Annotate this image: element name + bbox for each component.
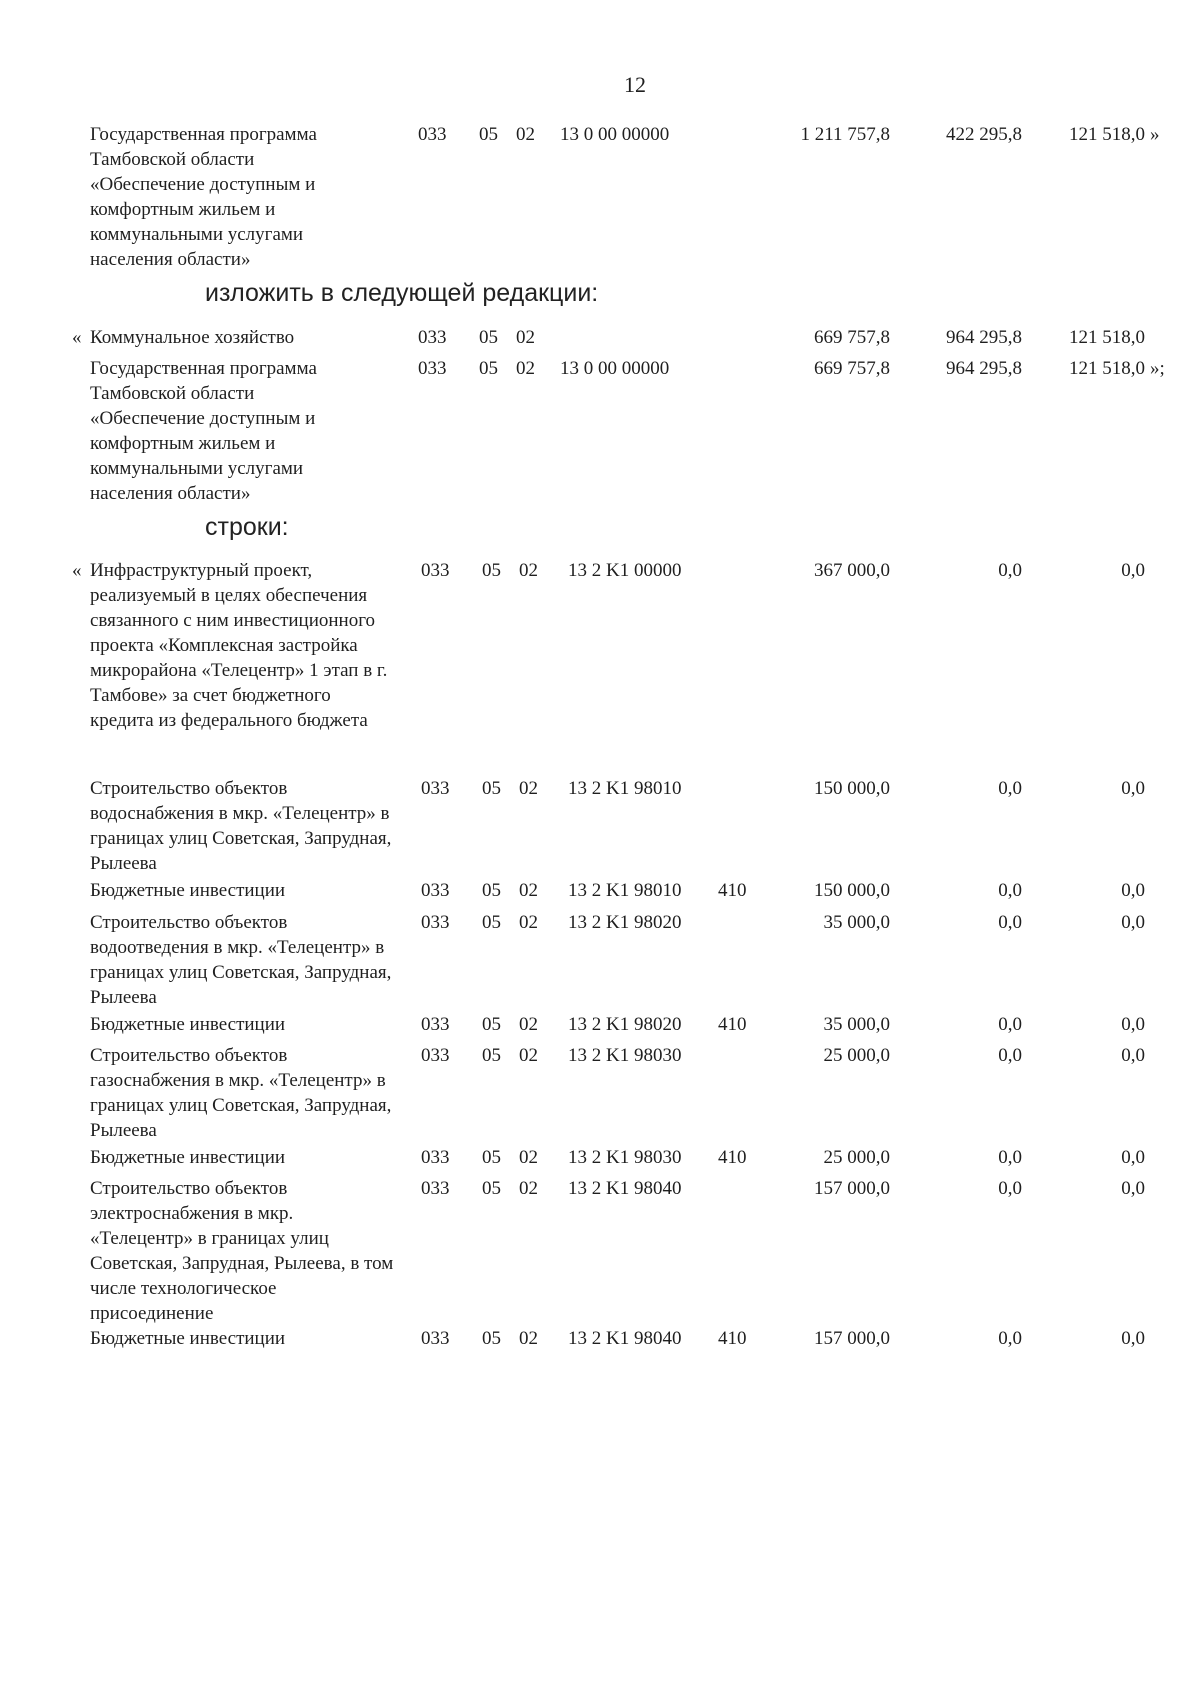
expense-type-code: 410: [718, 1147, 747, 1168]
subsection-code: 02: [519, 912, 538, 933]
amount-year-3: 0,0: [1121, 1328, 1145, 1349]
section-code: 05: [482, 880, 501, 901]
close-quote: »: [1150, 124, 1160, 145]
section-code: 05: [482, 560, 501, 581]
subsection-code: 02: [519, 1178, 538, 1199]
amount-year-1: 157 000,0: [814, 1178, 890, 1199]
amount-year-2: 0,0: [998, 880, 1022, 901]
amount-year-1: 157 000,0: [814, 1328, 890, 1349]
subsection-code: 02: [519, 1045, 538, 1066]
section-code: 05: [482, 1178, 501, 1199]
amount-year-3: 0,0: [1121, 778, 1145, 799]
amount-year-1: 25 000,0: [823, 1045, 890, 1066]
section-code: 05: [482, 1045, 501, 1066]
subsection-code: 02: [519, 1328, 538, 1349]
amount-year-1: 669 757,8: [814, 327, 890, 348]
target-article-code: 13 2 K1 98010: [568, 778, 682, 799]
amount-year-2: 0,0: [998, 1178, 1022, 1199]
section-code: 05: [482, 912, 501, 933]
target-article-code: 13 0 00 00000: [560, 124, 670, 145]
grbs-code: 033: [418, 327, 447, 348]
subsection-code: 02: [519, 560, 538, 581]
amount-year-1: 150 000,0: [814, 880, 890, 901]
row-name: Государственная программа Тамбовской области «Обеспечение доступным и комфортным жильем и коммунальными услугами населения области»: [90, 124, 317, 270]
target-article-code: 13 2 K1 98040: [568, 1328, 682, 1349]
amount-year-2: 0,0: [998, 1045, 1022, 1066]
target-article-code: 13 2 K1 98030: [568, 1045, 682, 1066]
section-code: 05: [482, 778, 501, 799]
target-article-code: 13 2 K1 98020: [568, 1014, 682, 1035]
section-code: 05: [479, 124, 498, 145]
row-name: Бюджетные инвестиции: [90, 880, 286, 901]
amount-year-2: 0,0: [998, 778, 1022, 799]
amount-year-1: 669 757,8: [814, 358, 890, 379]
row-name: Государственная программа Тамбовской области «Обеспечение доступным и комфортным жильем и коммунальными услугами населения области»: [90, 358, 317, 504]
grbs-code: 033: [421, 1328, 450, 1349]
amount-year-1: 35 000,0: [823, 912, 890, 933]
subsection-code: 02: [519, 1147, 538, 1168]
section-code: 05: [479, 327, 498, 348]
grbs-code: 033: [418, 124, 447, 145]
amount-year-3: 121 518,0: [1069, 124, 1145, 145]
grbs-code: 033: [421, 560, 450, 581]
amount-year-1: 367 000,0: [814, 560, 890, 581]
amount-year-1: 150 000,0: [814, 778, 890, 799]
target-article-code: 13 2 K1 98030: [568, 1147, 682, 1168]
amount-year-3: 0,0: [1121, 880, 1145, 901]
subsection-code: 02: [516, 358, 535, 379]
amount-year-2: 0,0: [998, 1147, 1022, 1168]
amount-year-3: 0,0: [1121, 1147, 1145, 1168]
row-name: Строительство объектов водоснабжения в мкр. «Телецентр» в границах улиц Советская, Запрудная, Рылеева: [90, 778, 392, 874]
grbs-code: 033: [421, 1178, 450, 1199]
amount-year-2: 0,0: [998, 560, 1022, 581]
expense-type-code: 410: [718, 880, 747, 901]
amount-year-2: 964 295,8: [946, 327, 1022, 348]
rows-heading: строки:: [205, 513, 289, 541]
subsection-code: 02: [519, 778, 538, 799]
grbs-code: 033: [421, 880, 450, 901]
section-code: 05: [482, 1014, 501, 1035]
expense-type-code: 410: [718, 1014, 747, 1035]
row-name: Строительство объектов электроснабжения в мкр. «Телецентр» в границах улиц Советская, Запрудная, Рылеева, в том числе технологическое присоединение: [90, 1178, 394, 1324]
amount-year-1: 1 211 757,8: [800, 124, 890, 145]
subsection-code: 02: [519, 880, 538, 901]
close-quote: »;: [1150, 358, 1165, 379]
target-article-code: 13 2 K1 98010: [568, 880, 682, 901]
amount-year-3: 0,0: [1121, 1178, 1145, 1199]
grbs-code: 033: [421, 1147, 450, 1168]
page-number: 12: [624, 72, 646, 97]
open-quote: «: [72, 560, 82, 581]
section-code: 05: [482, 1328, 501, 1349]
amount-year-1: 25 000,0: [823, 1147, 890, 1168]
grbs-code: 033: [421, 912, 450, 933]
amount-year-3: 0,0: [1121, 560, 1145, 581]
grbs-code: 033: [421, 1045, 450, 1066]
amount-year-2: 0,0: [998, 1014, 1022, 1035]
target-article-code: 13 2 K1 98040: [568, 1178, 682, 1199]
target-article-code: 13 2 K1 00000: [568, 560, 682, 581]
amount-year-2: 0,0: [998, 912, 1022, 933]
grbs-code: 033: [418, 358, 447, 379]
row-name: Бюджетные инвестиции: [90, 1147, 286, 1168]
subsection-code: 02: [516, 327, 535, 348]
grbs-code: 033: [421, 1014, 450, 1035]
amount-year-3: 0,0: [1121, 912, 1145, 933]
amount-year-2: 964 295,8: [946, 358, 1022, 379]
amendment-heading: изложить в следующей редакции:: [205, 279, 599, 307]
row-name: Инфраструктурный проект, реализуемый в целях обеспечения связанного с ним инвестиционного проекта «Комплексная застройка микрорайона «Телецентр» 1 этап в г. Тамбове» за счет бюджетного кредита из федерального бюджета: [90, 560, 388, 731]
amount-year-3: 0,0: [1121, 1045, 1145, 1066]
row-name: Бюджетные инвестиции: [90, 1328, 286, 1349]
subsection-code: 02: [519, 1014, 538, 1035]
row-name: Строительство объектов газоснабжения в мкр. «Телецентр» в границах улиц Советская, Запрудная, Рылеева: [90, 1045, 392, 1141]
subsection-code: 02: [516, 124, 535, 145]
amount-year-3: 121 518,0: [1069, 358, 1145, 379]
grbs-code: 033: [421, 778, 450, 799]
open-quote: «: [72, 327, 82, 348]
row-name: Строительство объектов водоотведения в мкр. «Телецентр» в границах улиц Советская, Запрудная, Рылеева: [90, 912, 392, 1008]
amount-year-2: 0,0: [998, 1328, 1022, 1349]
amount-year-3: 121 518,0: [1069, 327, 1145, 348]
row-name: Коммунальное хозяйство: [90, 327, 295, 348]
target-article-code: 13 0 00 00000: [560, 358, 670, 379]
amount-year-2: 422 295,8: [946, 124, 1022, 145]
target-article-code: 13 2 K1 98020: [568, 912, 682, 933]
section-code: 05: [482, 1147, 501, 1168]
amount-year-3: 0,0: [1121, 1014, 1145, 1035]
section-code: 05: [479, 358, 498, 379]
row-name: Бюджетные инвестиции: [90, 1014, 286, 1035]
amount-year-1: 35 000,0: [823, 1014, 890, 1035]
expense-type-code: 410: [718, 1328, 747, 1349]
